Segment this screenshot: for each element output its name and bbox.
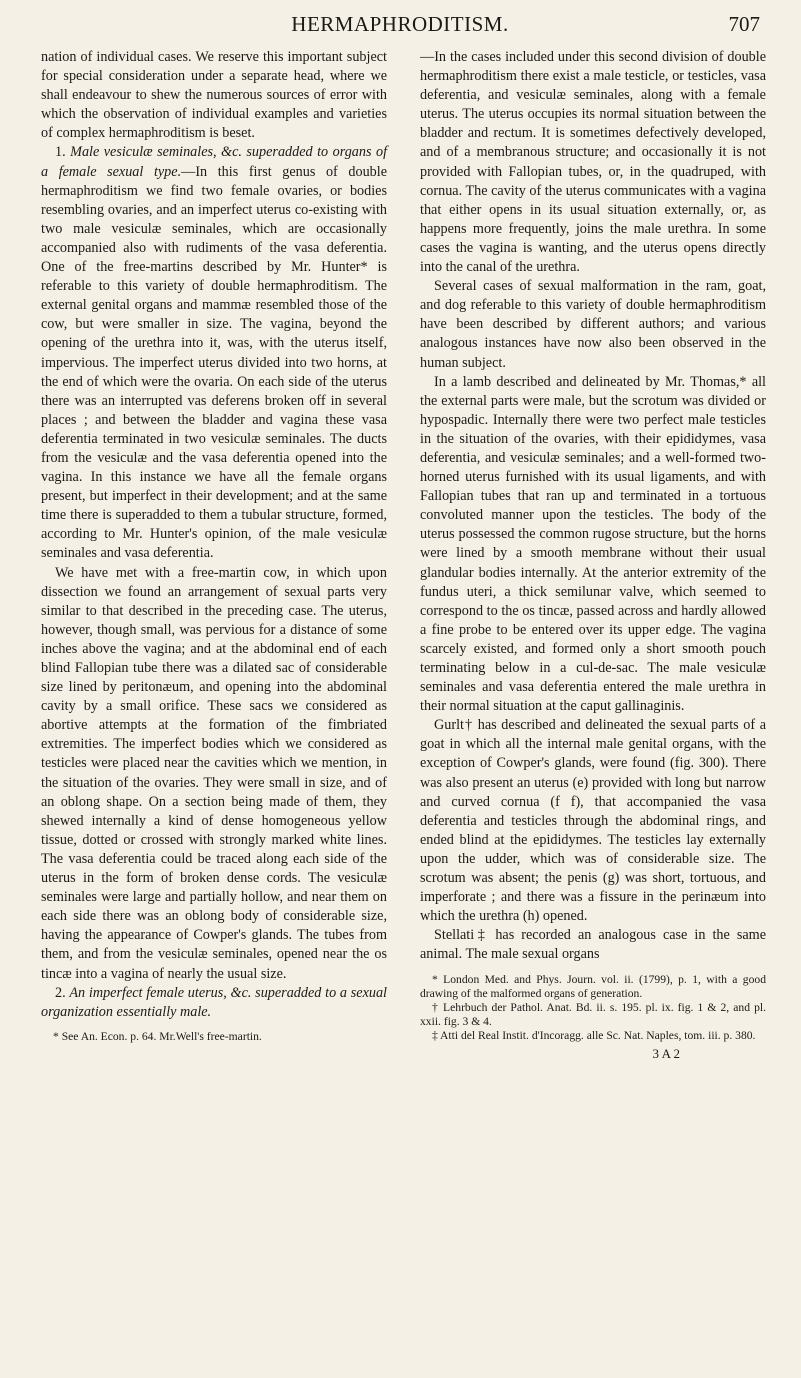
right-column (420, 48, 766, 1061)
left-footnotes (41, 1030, 387, 1044)
section-1-heading: Male vesiculæ seminales, &c. superadded to organs of a female sexual type. (41, 144, 388, 180)
left-footnote: * See An. Econ. p. 64. Mr.Well's free-martin. (53, 1029, 262, 1043)
section-2-number: 2. (55, 984, 66, 1001)
right-footnote-1: * London Med. and Phys. Journ. vol. ii. (1799), p. 1, with a good drawing of the malformed organs of generation. (420, 972, 766, 1000)
section-2-heading: An imperfect female uterus, &c. superadded to a sexual organization essentially male. (41, 984, 387, 1020)
right-paragraph-2: Several cases of sexual malformation in the ram, goat, and dog referable to this variety of double hermaphroditism have been described by different authors; and various analogous instances have now also been observed in the human subject. (420, 278, 766, 371)
page-header (40, 4, 760, 38)
right-footnote-2: † Lehrbuch der Pathol. Anat. Bd. ii. s. 195. pl. ix. fig. 1 & 2, and pl. xxii. fig. 3 & 4. (420, 1000, 766, 1029)
right-paragraph-1: —In the cases included under this second division of double hermaphroditism there exist a male testicle, or testicles, vasa deferentia, and vesiculæ seminales, along with a female uterus. The uterus occupies its normal situation between the bladder and rectum. It is sometimes defectively developed, and of a membranous structure; and occasionally it is not provided with Fallopian tubes, or, in the quadruped, with cornua. The cavity of the uterus communicates with a vagina that either opens in its usual situation externally, or, as happens more frequently, joins the male urethra. In some cases the vagina is wanting, and the uterus opens directly into the canal of the urethra. (420, 49, 766, 276)
left-column (41, 48, 387, 1044)
section-1-body: —In this first genus of double hermaphroditism we find two female ovaries, or bodies resembling ovaries, and an imperfect uterus co-existing with two male vesiculæ seminales, which are occasionally accompanied also with rudiments of the vasa deferentia. One of the free-martins described by Mr. Hunter* is referable to this variety of double hermaphroditism. The external genital organs and mammæ resembled those of the cow, but were smaller in size. The vagina, beyond the opening of the urethra into it, was, with the uterus itself, impervious. The imperfect uterus divided into two horns, at the end of which were the ovaria. On each side of the uterus there was an interrupted vas deferens broken off in several places ; and between the bladder and vagina these vasa deferentia terminated in two vesiculæ seminales. The ducts from the vesiculæ and the vasa deferentia opened into the vagina. In this instance we have all the female organs present, but imperfect in their development; and at the same time there is superadded to them a tubular structure, formed, according to Mr. Hunter's opinion, of the male vesiculæ seminales and vasa deferentia. (41, 163, 387, 562)
running-title: HERMAPHRODITISM. (291, 12, 509, 36)
right-paragraph-3: In a lamb described and delineated by Mr. Thomas,* all the external parts were male, but the scrotum was divided or hypospadic. Internally there were two perfect male testicles in the situation of the ovaries, with their epididymes, vasa deferentia, and vesiculæ seminales; and a well-formed two-horned uterus furnished with its usual ligaments, and with Fallopian tubes that ran up and terminated in a tortuous convoluted manner upon the testicles. The body of the uterus possessed the common rugose structure, but the horns were lined by a smooth membrane without their usual glandular bodies internally. At the anterior extremity of the fundus uteri, a thick semilunar valve, which seemed to correspond to the os tincæ, passed across and hardly allowed a fine probe to be entered over its upper edge. The vagina scarcely existed, and formed only a short smooth pouch terminating below in a cul-de-sac. The male vesiculæ seminales and vasa deferentia entered the male urethra in their normal situation at the caput gallinaginis. (420, 373, 766, 715)
page-number: 707 (728, 12, 760, 36)
signature-mark: 3 A 2 (652, 1045, 680, 1061)
left-paragraph-1: nation of individual cases. We reserve this important subject for special consideration under a separate head, where we shall endeavour to shew the numerous sources of error with which the observation of individual examples and varieties of complex hermaphroditism is beset. (41, 49, 387, 142)
right-paragraph-5: Stellati‡ has recorded an analogous case in the same animal. The male sexual organs (420, 927, 766, 963)
section-2 (41, 984, 387, 1022)
section-1-number: 1. (55, 144, 66, 161)
section-1 (41, 143, 387, 563)
right-paragraph-4: Gurlt† has described and delineated the sexual parts of a goat in which all the internal male genital organs, with the exception of Cowper's glands, were found (fig. 300). There was also present an uterus (e) provided with long but narrow and curved cornua (f f), that accompanied the vasa deferentia and testicles through the abdominal rings, and ended blind at the epididymes. The testicles lay externally upon the udder, which was of considerable size. The scrotum was absent; the penis (g) was short, tortuous, and imperforate ; and there was a fissure in the perinæum into which the urethra (h) opened. (420, 717, 766, 925)
right-footnote-3: ‡ Atti del Real Instit. d'Incoragg. alle Sc. Nat. Naples, tom. iii. p. 380. (432, 1029, 756, 1043)
right-footnotes (420, 973, 766, 1061)
left-paragraph-3: We have met with a free-martin cow, in which upon dissection we found an arrangement of sexual parts very similar to that described in the preceding case. The uterus, however, though small, was pervious for a distance of some inches above the vagina; and at the abdominal end of each blind Fallopian tube there was a dilated sac of considerable size lined by peritonæum, and opening into the abdominal cavity by a small orifice. These sacs we considered as abortive attempts at the formation of the fimbriated extremities. The imperfect bodies which we considered as testicles were placed near the cavities which we mention, in the situation of the ovaries. They were small in size, and of an oblong shape. On a section being made of them, they shewed internally a kind of dense homogeneous yellow tissue, dotted or crossed with strongly marked white lines. The vasa deferentia could be traced along each side of the uterus in the form of broken dense cords. The vesiculæ seminales were large and partially hollow, and near them on each side there was an oblong body of considerable size, having the appearance of Cowper's glands. The tubes from them, and from the vesiculæ seminales, opened near the os tincæ into a vagina of nearly the usual size. (41, 564, 387, 982)
